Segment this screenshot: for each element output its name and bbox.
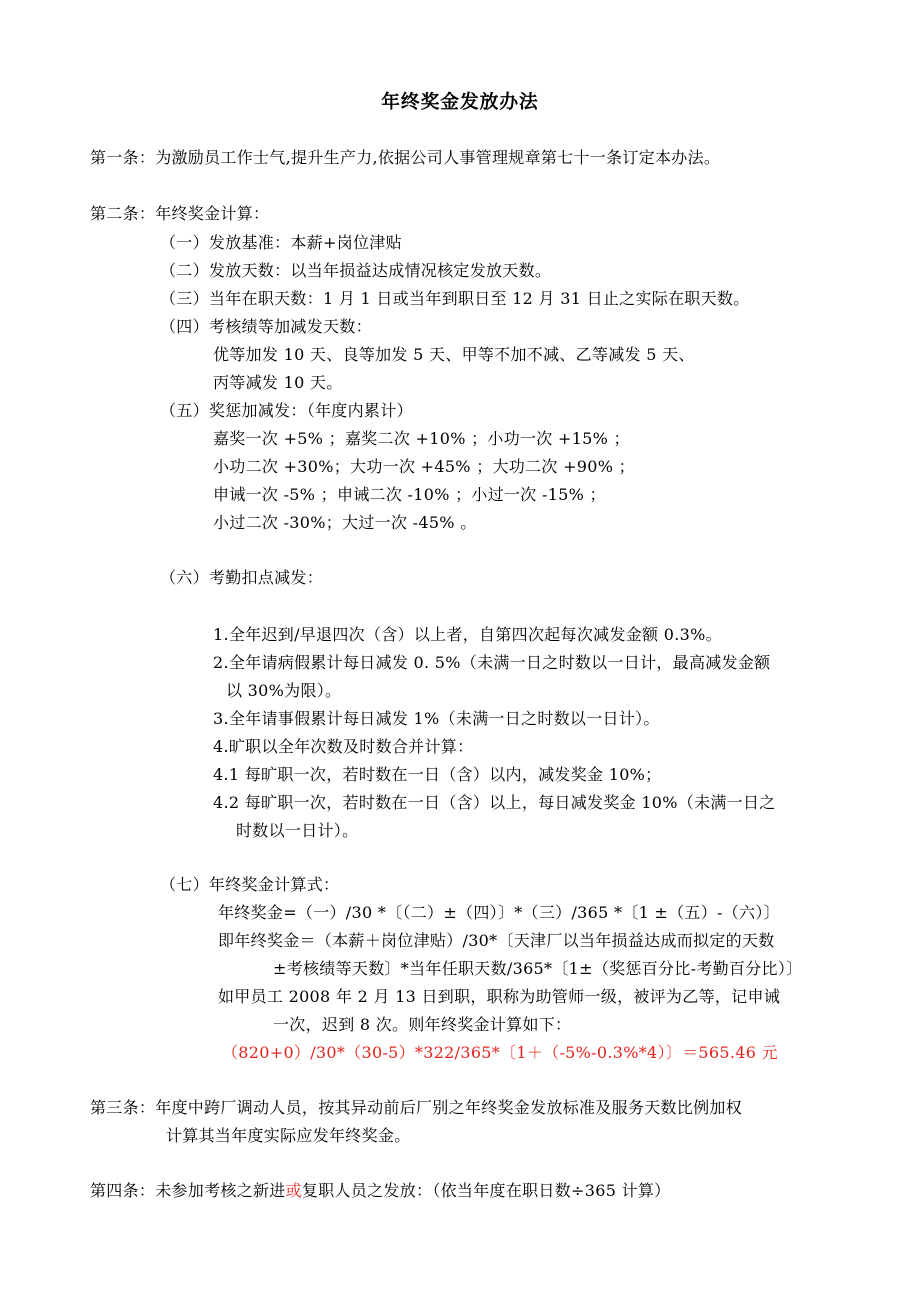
article-4-highlight: 或 — [285, 1181, 302, 1200]
article-3-line-2: 计算其当年度实际应发年终奖金。 — [166, 1126, 411, 1145]
item-5-line-1: 嘉奖一次 +5% ；嘉奖二次 +10% ；小功一次 +15% ； — [213, 429, 630, 448]
item-5-line-4: 小过二次 -30%；大过一次 -45% 。 — [213, 513, 477, 532]
item-5-heading: （五）奖惩加减发：（年度内累计） — [160, 401, 413, 420]
item-7-heading: （七）年终奖金计算式： — [160, 875, 340, 894]
formula-explained-2: ±考核绩等天数〕*当年任职天数/365*〔1±（奖惩百分比-考勤百分比）〕 — [273, 959, 803, 978]
attendance-rule-3: 3.全年请事假累计每日减发 1%（未满一日之时数以一日计）。 — [213, 709, 660, 728]
attendance-rule-4-2: 4.2 每旷职一次，若时数在一日（含）以上，每日减发奖金 10%（未满一日之 — [213, 793, 776, 812]
example-calculation: （820+0）/30*（30-5）*322/365*〔1＋（-5%-0.3%*4）〕＝565.46 元 — [222, 1043, 778, 1062]
item-3: （三）当年在职天数：1 月 1 日或当年到职日至 12 月 31 日止之实际在职天数。 — [160, 289, 750, 308]
item-1: （一）发放基准：本薪+岗位津贴 — [160, 233, 402, 252]
article-1: 第一条：为激励员工作士气,提升生产力,依据公司人事管理规章第七十一条订定本办法。 — [90, 148, 721, 167]
item-4-line-2: 丙等减发 10 天。 — [213, 373, 343, 392]
item-5-line-2: 小功二次 +30%；大功一次 +45% ；大功二次 +90% ； — [213, 457, 635, 476]
article-3-line-1: 第三条：年度中跨厂调动人员，按其异动前后厂别之年终奖金发放标准及服务天数比例加权 — [90, 1098, 743, 1117]
item-6-heading: （六）考勤扣点减发： — [160, 568, 324, 587]
example-line-2: 一次，迟到 8 次。则年终奖金计算如下： — [273, 1015, 572, 1034]
item-5-line-3: 申诫一次 -5% ；申诫二次 -10% ；小过一次 -15% ； — [213, 485, 606, 504]
attendance-rule-4: 4.旷职以全年次数及时数合并计算： — [213, 737, 474, 756]
formula-explained-1: 即年终奖金＝（本薪＋岗位津贴）/30*〔天津厂以当年损益达成而拟定的天数 — [218, 931, 775, 950]
article-4-prefix: 第四条：未参加考核之新进 — [90, 1181, 286, 1200]
article-4-suffix: 复职人员之发放：（依当年度在职日数÷365 计算） — [301, 1181, 671, 1200]
attendance-rule-4-1: 4.1 每旷职一次，若时数在一日（含）以内，减发奖金 10%； — [213, 765, 662, 784]
example-line-1: 如甲员工 2008 年 2 月 13 日到职，职称为助管师一级，被评为乙等，记申诫 — [218, 987, 781, 1006]
attendance-rule-2: 2.全年请病假累计每日减发 0. 5%（未满一日之时数以一日计，最高减发金额 — [213, 653, 771, 672]
item-2: （二）发放天数：以当年损益达成情况核定发放天数。 — [160, 261, 552, 280]
item-4-heading: （四）考核绩等加减发天数： — [160, 317, 372, 336]
formula-line: 年终奖金=（一）/30 *〔（二）±（四）〕*（三）/365 *〔1 ±（五）-（六）〕 — [218, 903, 780, 922]
page-title: 年终奖金发放办法 — [381, 91, 539, 113]
item-4-line-1: 优等加发 10 天、良等加发 5 天、甲等不加不减、乙等减发 5 天、 — [213, 345, 695, 364]
attendance-rule-4-2-cont: 时数以一日计）。 — [236, 821, 359, 840]
article-4 — [90, 1183, 670, 1199]
article-2-heading: 第二条：年终奖金计算： — [90, 204, 270, 223]
attendance-rule-1: 1.全年迟到/早退四次（含）以上者，自第四次起每次减发金额 0.3%。 — [213, 625, 722, 644]
attendance-rule-2-cont: 以 30%为限）。 — [226, 681, 342, 700]
